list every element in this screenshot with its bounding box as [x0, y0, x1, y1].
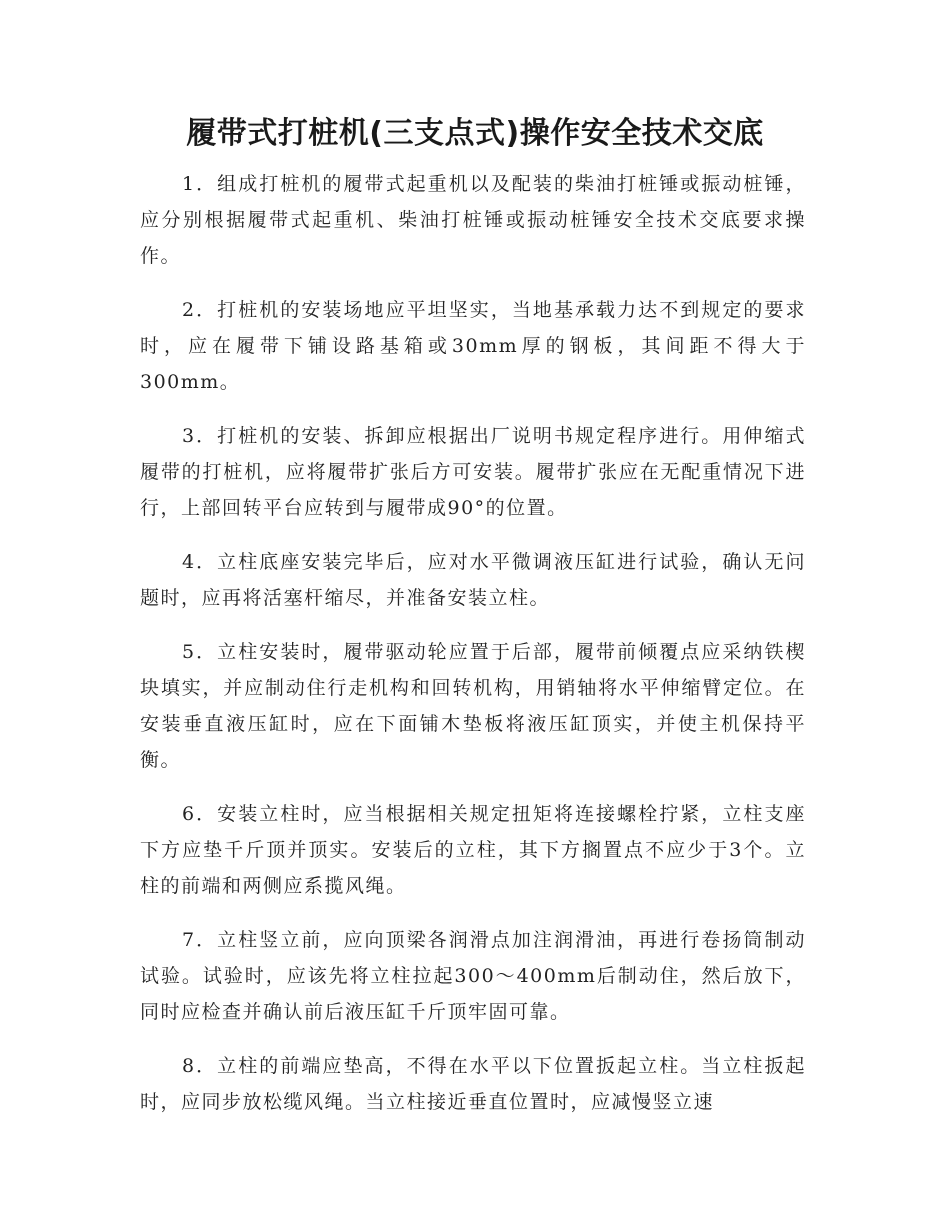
document-body: [140, 166, 806, 1138]
paragraph-2: 2．打桩机的安装场地应平坦坚实，当地基承载力达不到规定的要求时，应在履带下铺设路基箱或30mm厚的钢板，其间距不得大于300mm。: [140, 299, 806, 393]
paragraph-3: 3．打桩机的安装、拆卸应根据出厂说明书规定程序进行。用伸缩式履带的打桩机，应将履带扩张后方可安装。履带扩张应在无配重情况下进行，上部回转平台应转到与履带成90°的位置。: [140, 425, 806, 519]
paragraph-8: 8．立柱的前端应垫高，不得在水平以下位置扳起立柱。当立柱扳起时，应同步放松缆风绳。当立柱接近垂直位置时，应减慢竖立速: [140, 1055, 806, 1113]
document-title: 履带式打桩机(三支点式)操作安全技术交底: [186, 116, 764, 151]
paragraph-1: 1．组成打桩机的履带式起重机以及配装的柴油打桩锤或振动桩锤，应分别根据履带式起重机、柴油打桩锤或振动桩锤安全技术交底要求操作。: [140, 173, 806, 267]
paragraph-4: 4．立柱底座安装完毕后，应对水平微调液压缸进行试验，确认无问题时，应再将活塞杆缩尽，并准备安装立柱。: [140, 551, 806, 609]
paragraph-5: 5．立柱安装时，履带驱动轮应置于后部，履带前倾覆点应采纳铁楔块填实，并应制动住行走机构和回转机构，用销轴将水平伸缩臂定位。在安装垂直液压缸时，应在下面铺木垫板将液压缸顶实，并使主机保持平衡。: [140, 641, 806, 771]
paragraph-6: 6．安装立柱时，应当根据相关规定扭矩将连接螺栓拧紧，立柱支座下方应垫千斤顶并顶实。安装后的立柱，其下方搁置点不应少于3个。立柱的前端和两侧应系揽风绳。: [140, 803, 806, 897]
paragraph-7: 7．立柱竖立前，应向顶梁各润滑点加注润滑油，再进行卷扬筒制动试验。试验时，应该先将立柱拉起300～400mm后制动住，然后放下，同时应检查并确认前后液压缸千斤顶牢固可靠。: [140, 929, 806, 1023]
